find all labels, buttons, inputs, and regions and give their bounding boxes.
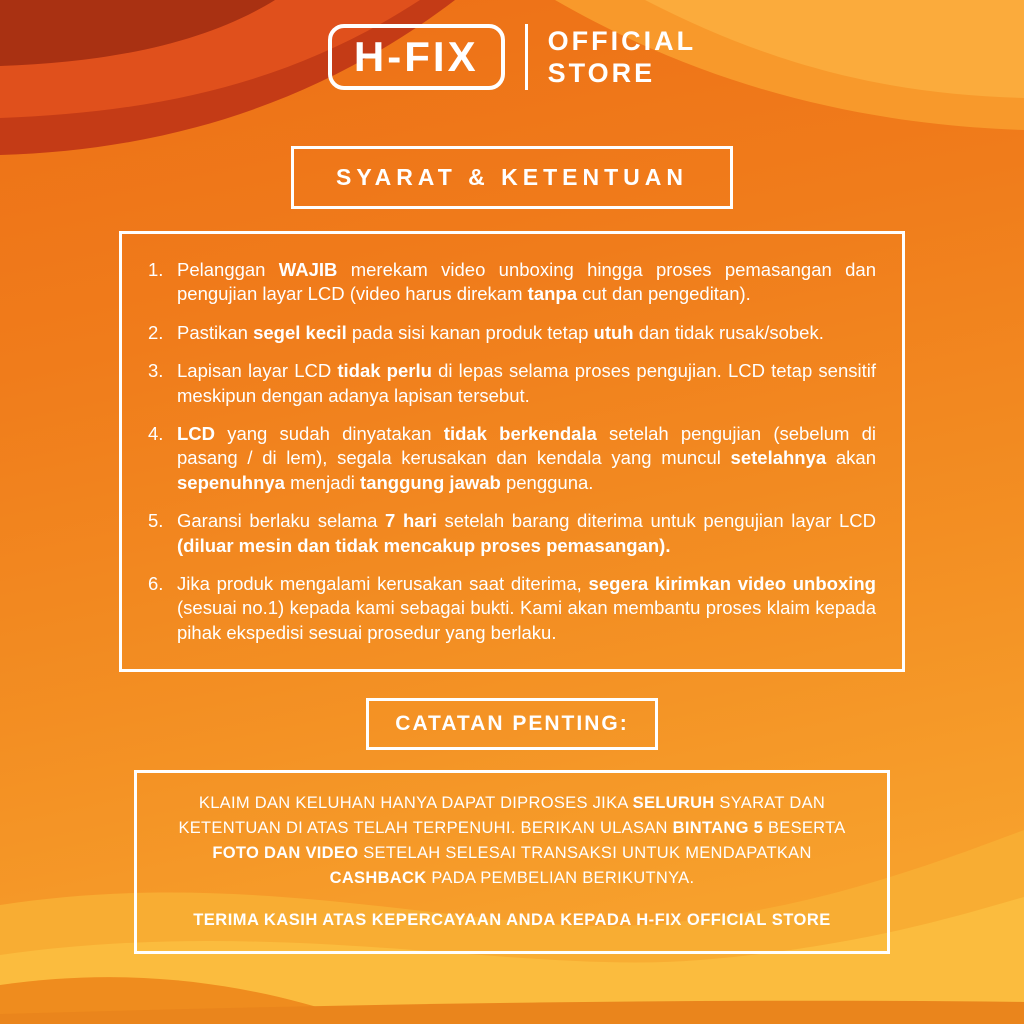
term-text: Garansi berlaku selama 7 hari setelah barang diterima untuk pengujian layar LCD (diluar mesin dan tidak mencakup proses pemasangan). bbox=[177, 510, 876, 556]
important-note-title: CATATAN PENTING: bbox=[395, 712, 629, 736]
term-number: 2. bbox=[148, 321, 164, 343]
hfix-logo-text: H-FIX bbox=[353, 33, 479, 80]
term-item bbox=[148, 422, 876, 495]
thank-you-text: TERIMA KASIH ATAS KEPERCAYAAN ANDA KEPADA H-FIX OFFICIAL STORE bbox=[193, 911, 831, 930]
term-item bbox=[148, 509, 876, 558]
brand-header bbox=[328, 24, 696, 90]
term-number: 6. bbox=[148, 573, 164, 595]
term-item bbox=[148, 572, 876, 645]
term-number: 1. bbox=[148, 259, 164, 280]
term-number: 4. bbox=[148, 423, 164, 445]
term-text: LCD yang sudah dinyatakan tidak berkendala setelah pengujian (sebelum di pasang / di lem), segala kerusakan dan kendala yang muncul setelahnya akan sepenuhnya menjadi tanggung jawab pengguna. bbox=[177, 423, 876, 493]
header-divider bbox=[525, 24, 528, 90]
store-name-line2: STORE bbox=[547, 58, 656, 88]
term-text: Pastikan segel kecil pada sisi kanan produk tetap utuh dan tidak rusak/sobek. bbox=[177, 321, 824, 343]
term-number: 3. bbox=[148, 360, 164, 382]
store-name-line1: OFFICIAL bbox=[547, 25, 697, 56]
store-name bbox=[548, 25, 696, 90]
term-number: 5. bbox=[148, 510, 164, 532]
important-note-title-box bbox=[366, 698, 657, 750]
important-note-body: KLAIM DAN KELUHAN HANYA DAPAT DIPROSES JIKA SELURUH SYARAT DAN KETENTUAN DI ATAS TELAH TERPENUHI. BERIKAN ULASAN BINTANG 5 BESERTA FOTO DAN VIDEO SETELAH SELESAI TRANSAKSI UNTUK MENDAPATKAN CASHBACK PADA PEMBELIAN BERIKUTNYA. bbox=[178, 794, 846, 887]
term-item bbox=[148, 359, 876, 408]
terms-title-box bbox=[291, 146, 733, 209]
terms-title: SYARAT & KETENTUAN bbox=[336, 164, 688, 190]
term-item bbox=[148, 321, 876, 345]
term-text: Jika produk mengalami kerusakan saat diterima, segera kirimkan video unboxing (sesuai no.1) kepada kami sebagai bukti. Kami akan membantu proses klaim kepada pihak ekspedisi sesuai prosedur yang berlaku. bbox=[177, 573, 876, 643]
term-text: Lapisan layar LCD tidak perlu di lepas selama proses pengujian. LCD tetap sensitif meskipun dengan adanya lapisan tersebut. bbox=[177, 360, 876, 406]
term-text: Pelanggan WAJIB merekam video unboxing hingga proses pemasangan dan pengujian layar LCD (video harus direkam tanpa cut dan pengeditan). bbox=[177, 259, 876, 305]
terms-list bbox=[119, 231, 905, 672]
important-note-box bbox=[134, 770, 890, 954]
hfix-logo bbox=[328, 24, 505, 90]
term-item bbox=[148, 258, 876, 307]
